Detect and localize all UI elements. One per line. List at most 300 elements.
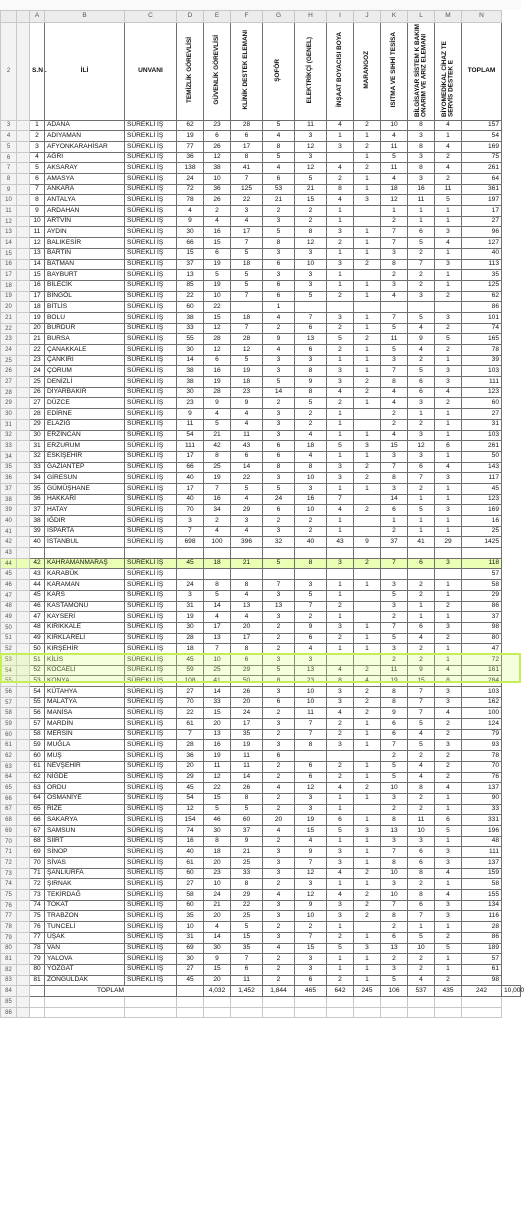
table-cell[interactable]: 13 <box>263 601 295 612</box>
table-cell[interactable]: 4 <box>295 430 327 441</box>
table-cell[interactable]: 2 <box>263 206 295 217</box>
table-cell[interactable]: 2 <box>354 462 381 473</box>
table-cell[interactable]: 24 <box>263 494 295 505</box>
table-cell[interactable] <box>30 1007 45 1018</box>
table-cell[interactable]: 5 <box>295 174 327 185</box>
table-cell[interactable]: 19 <box>177 612 204 623</box>
table-cell[interactable]: 1 <box>354 580 381 591</box>
table-cell[interactable]: 1 <box>30 120 45 131</box>
table-cell[interactable]: 2 <box>295 206 327 217</box>
table-cell[interactable]: 47 <box>462 644 502 655</box>
table-cell[interactable]: 2 <box>263 964 295 975</box>
table-cell[interactable] <box>354 1007 381 1018</box>
table-cell[interactable]: 45 <box>177 654 204 665</box>
table-cell[interactable] <box>354 654 381 665</box>
table-cell[interactable]: 2 <box>435 633 462 644</box>
table-cell[interactable]: 2 <box>435 345 462 356</box>
table-cell[interactable]: SÜREKLİ İŞ <box>125 932 177 943</box>
table-cell[interactable]: 3 <box>263 858 295 869</box>
row-number[interactable]: 10 <box>1 195 17 206</box>
table-cell[interactable]: 2 <box>327 729 354 740</box>
table-cell[interactable]: 7 <box>295 932 327 943</box>
table-cell[interactable]: 1 <box>354 238 381 249</box>
table-cell[interactable]: GİRESUN <box>45 473 125 484</box>
table-cell[interactable]: 18 <box>295 441 327 452</box>
table-cell[interactable]: 19 <box>204 751 231 762</box>
table-cell[interactable]: 3 <box>435 847 462 858</box>
table-cell[interactable]: 6 <box>204 248 231 259</box>
table-cell[interactable]: SÜREKLİ İŞ <box>125 964 177 975</box>
table-cell[interactable]: 2 <box>295 419 327 430</box>
table-cell[interactable]: 5 <box>263 120 295 131</box>
table-cell[interactable]: 30 <box>177 622 204 633</box>
table-cell[interactable]: 63 <box>30 783 45 794</box>
table-cell[interactable]: 2 <box>435 152 462 163</box>
table-cell[interactable]: SÜREKLİ İŞ <box>125 665 177 676</box>
table-cell[interactable]: 38 <box>177 366 204 377</box>
table-cell[interactable] <box>462 1007 502 1018</box>
table-cell[interactable]: 8 <box>408 783 435 794</box>
table-cell[interactable]: 10 <box>295 473 327 484</box>
table-cell[interactable]: 23 <box>30 355 45 366</box>
table-cell[interactable]: 6 <box>408 900 435 911</box>
table-cell[interactable]: 6 <box>295 345 327 356</box>
table-cell[interactable]: 10 <box>381 868 408 879</box>
table-cell[interactable]: SÜREKLİ İŞ <box>125 345 177 356</box>
table-cell[interactable]: 7 <box>231 954 263 965</box>
table-cell[interactable]: 5 <box>263 227 295 238</box>
table-cell[interactable]: 1 <box>327 451 354 462</box>
row-number[interactable]: 3 <box>1 120 17 131</box>
table-cell[interactable]: 2 <box>263 516 295 527</box>
table-cell[interactable] <box>177 986 204 997</box>
row-number[interactable]: 14 <box>1 238 17 249</box>
table-cell[interactable] <box>231 996 263 1007</box>
table-cell[interactable]: SÜREKLİ İŞ <box>125 922 177 933</box>
table-cell[interactable]: 5 <box>231 483 263 494</box>
table-cell[interactable]: 2 <box>263 954 295 965</box>
table-cell[interactable]: 12 <box>295 868 327 879</box>
table-cell[interactable]: 2 <box>408 248 435 259</box>
table-cell[interactable]: 7 <box>204 483 231 494</box>
table-cell[interactable]: 1 <box>354 622 381 633</box>
table-cell[interactable]: 3 <box>381 451 408 462</box>
table-cell[interactable]: 2 <box>381 954 408 965</box>
table-cell[interactable]: KIRŞEHİR <box>45 644 125 655</box>
row-number[interactable]: 2 <box>1 23 17 121</box>
table-cell[interactable]: 2 <box>295 216 327 227</box>
table-cell[interactable]: 3 <box>263 473 295 484</box>
table-cell[interactable]: 2 <box>327 238 354 249</box>
table-cell[interactable] <box>327 654 354 665</box>
table-cell[interactable]: SÜREKLİ İŞ <box>125 323 177 334</box>
table-cell[interactable]: 1 <box>327 793 354 804</box>
table-cell[interactable]: 9 <box>295 900 327 911</box>
table-cell[interactable]: 4 <box>408 729 435 740</box>
table-cell[interactable]: 1 <box>354 291 381 302</box>
table-cell[interactable]: ÇORUM <box>45 366 125 377</box>
table-cell[interactable]: KARAMAN <box>45 580 125 591</box>
table-cell[interactable]: ÇANKIRI <box>45 355 125 366</box>
table-cell[interactable]: 30 <box>177 387 204 398</box>
table-cell[interactable]: 6 <box>30 174 45 185</box>
table-cell[interactable]: ISPARTA <box>45 526 125 537</box>
table-cell[interactable]: KARABÜK <box>45 569 125 580</box>
table-cell[interactable]: 3 <box>263 526 295 537</box>
row-number[interactable]: 56 <box>1 687 17 698</box>
table-cell[interactable]: 5 <box>231 355 263 366</box>
table-cell[interactable]: 2 <box>354 697 381 708</box>
table-cell[interactable]: 1 <box>435 526 462 537</box>
table-cell[interactable]: 3 <box>327 911 354 922</box>
table-cell[interactable]: 2 <box>435 932 462 943</box>
table-cell[interactable]: 9 <box>204 954 231 965</box>
table-cell[interactable] <box>354 494 381 505</box>
table-cell[interactable]: 100 <box>204 537 231 548</box>
table-cell[interactable]: 8 <box>295 462 327 473</box>
table-cell[interactable] <box>30 996 45 1007</box>
table-cell[interactable]: 1 <box>354 772 381 783</box>
table-cell[interactable]: 14 <box>231 772 263 783</box>
table-cell[interactable]: 43 <box>231 441 263 452</box>
table-cell[interactable]: 5 <box>231 280 263 291</box>
table-cell[interactable]: 2 <box>408 483 435 494</box>
table-cell[interactable]: 14 <box>30 259 45 270</box>
table-cell[interactable]: SÜREKLİ İŞ <box>125 687 177 698</box>
table-cell[interactable]: 5 <box>381 761 408 772</box>
table-cell[interactable]: 2 <box>263 772 295 783</box>
table-cell[interactable]: 3 <box>435 259 462 270</box>
table-cell[interactable]: 3 <box>263 900 295 911</box>
table-cell[interactable]: 5 <box>381 590 408 601</box>
table-cell[interactable]: SÜREKLİ İŞ <box>125 911 177 922</box>
table-cell[interactable]: 3 <box>408 152 435 163</box>
row-number[interactable]: 75 <box>1 890 17 901</box>
table-cell[interactable]: ÇANAKKALE <box>45 345 125 356</box>
table-cell[interactable]: 4 <box>204 216 231 227</box>
table-cell[interactable]: 5 <box>263 152 295 163</box>
table-cell[interactable]: 1 <box>327 419 354 430</box>
table-cell[interactable]: 17 <box>30 291 45 302</box>
table-cell[interactable]: 8 <box>231 152 263 163</box>
table-cell[interactable]: SÜREKLİ İŞ <box>125 227 177 238</box>
table-cell[interactable]: 2 <box>354 687 381 698</box>
table-cell[interactable]: 1 <box>327 216 354 227</box>
table-cell[interactable]: 12 <box>408 441 435 452</box>
table-cell[interactable]: 3 <box>327 141 354 152</box>
table-cell[interactable]: 6 <box>381 719 408 730</box>
row-number[interactable]: 51 <box>1 633 17 644</box>
table-cell[interactable]: 8 <box>295 558 327 569</box>
table-cell[interactable] <box>354 302 381 313</box>
table-cell[interactable]: 4 <box>177 206 204 217</box>
table-cell[interactable]: 3 <box>295 131 327 142</box>
total-value[interactable]: 4,032 <box>204 986 231 997</box>
row-number[interactable]: 44 <box>1 558 17 569</box>
table-cell[interactable]: RİZE <box>45 804 125 815</box>
table-cell[interactable]: 4 <box>435 462 462 473</box>
table-cell[interactable]: 96 <box>462 227 502 238</box>
table-cell[interactable]: 37 <box>381 537 408 548</box>
table-cell[interactable]: 10 <box>295 911 327 922</box>
table-cell[interactable]: 12 <box>204 772 231 783</box>
table-cell[interactable]: 60 <box>231 815 263 826</box>
table-cell[interactable] <box>408 302 435 313</box>
table-cell[interactable]: 2 <box>354 163 381 174</box>
table-cell[interactable]: 33 <box>30 462 45 473</box>
table-cell[interactable]: 2 <box>435 398 462 409</box>
table-cell[interactable]: 3 <box>381 280 408 291</box>
table-cell[interactable]: 1 <box>354 633 381 644</box>
table-cell[interactable]: 40 <box>177 494 204 505</box>
table-cell[interactable] <box>295 751 327 762</box>
table-cell[interactable]: 1 <box>263 302 295 313</box>
table-cell[interactable]: 1 <box>354 174 381 185</box>
table-cell[interactable]: 6 <box>295 975 327 986</box>
table-cell[interactable]: 6 <box>408 558 435 569</box>
table-cell[interactable]: 20 <box>263 815 295 826</box>
table-cell[interactable]: 20 <box>204 911 231 922</box>
table-cell[interactable]: 116 <box>462 911 502 922</box>
table-cell[interactable]: 19 <box>30 312 45 323</box>
table-cell[interactable]: 3 <box>408 131 435 142</box>
table-cell[interactable]: DÜZCE <box>45 398 125 409</box>
table-cell[interactable]: 2 <box>263 729 295 740</box>
table-cell[interactable]: 2 <box>354 900 381 911</box>
table-cell[interactable]: 1 <box>354 280 381 291</box>
table-cell[interactable]: 6 <box>408 847 435 858</box>
table-cell[interactable]: 81 <box>30 975 45 986</box>
table-cell[interactable]: 46 <box>30 601 45 612</box>
table-cell[interactable]: 17 <box>204 622 231 633</box>
table-cell[interactable]: 12 <box>30 238 45 249</box>
table-cell[interactable]: 15 <box>177 248 204 259</box>
table-cell[interactable] <box>204 548 231 559</box>
table-cell[interactable]: 31 <box>177 932 204 943</box>
table-cell[interactable]: 79 <box>462 729 502 740</box>
table-cell[interactable]: 76 <box>30 922 45 933</box>
table-cell[interactable]: 69 <box>177 943 204 954</box>
table-cell[interactable]: 4 <box>435 238 462 249</box>
table-cell[interactable]: 1425 <box>462 537 502 548</box>
table-cell[interactable]: 361 <box>462 184 502 195</box>
table-cell[interactable]: 9 <box>295 377 327 388</box>
table-cell[interactable]: SÜREKLİ İŞ <box>125 195 177 206</box>
table-cell[interactable]: 59 <box>177 665 204 676</box>
table-cell[interactable]: 27 <box>177 879 204 890</box>
table-cell[interactable]: AĞRI <box>45 152 125 163</box>
row-number[interactable]: 64 <box>1 772 17 783</box>
table-cell[interactable]: 5 <box>231 270 263 281</box>
row-number[interactable]: 81 <box>1 954 17 965</box>
table-cell[interactable]: BİNGÖL <box>45 291 125 302</box>
table-cell[interactable]: 7 <box>231 323 263 334</box>
table-cell[interactable]: 36 <box>177 152 204 163</box>
table-cell[interactable]: 2 <box>263 398 295 409</box>
table-cell[interactable]: 11 <box>435 184 462 195</box>
table-cell[interactable]: SÜREKLİ İŞ <box>125 409 177 420</box>
table-cell[interactable]: 15 <box>204 793 231 804</box>
table-cell[interactable]: 30 <box>30 430 45 441</box>
table-cell[interactable]: 3 <box>263 248 295 259</box>
table-cell[interactable]: 11 <box>381 141 408 152</box>
table-cell[interactable] <box>354 206 381 217</box>
row-number[interactable]: 19 <box>1 291 17 302</box>
table-cell[interactable]: 28 <box>204 334 231 345</box>
table-cell[interactable] <box>231 548 263 559</box>
table-cell[interactable]: 3 <box>263 366 295 377</box>
table-cell[interactable]: 6 <box>408 377 435 388</box>
column-header[interactable]: D <box>177 11 204 23</box>
table-cell[interactable]: 4 <box>435 163 462 174</box>
table-cell[interactable]: 1 <box>435 280 462 291</box>
table-cell[interactable]: OSMANİYE <box>45 793 125 804</box>
table-cell[interactable]: 11 <box>231 761 263 772</box>
table-cell[interactable]: 47 <box>30 612 45 623</box>
table-cell[interactable]: 5 <box>204 270 231 281</box>
table-cell[interactable]: 6 <box>204 131 231 142</box>
table-cell[interactable]: 77 <box>177 141 204 152</box>
table-cell[interactable] <box>381 996 408 1007</box>
table-cell[interactable]: SÜREKLİ İŞ <box>125 270 177 281</box>
table-cell[interactable]: 5 <box>295 590 327 601</box>
table-cell[interactable]: 2 <box>295 526 327 537</box>
table-cell[interactable]: 8 <box>408 868 435 879</box>
row-number[interactable]: 42 <box>1 537 17 548</box>
table-cell[interactable]: 10 <box>408 825 435 836</box>
table-cell[interactable]: 29 <box>231 665 263 676</box>
table-cell[interactable]: 12 <box>204 152 231 163</box>
corner-cell[interactable] <box>1 11 17 23</box>
table-cell[interactable]: 5 <box>381 323 408 334</box>
table-cell[interactable]: 19 <box>204 377 231 388</box>
table-cell[interactable]: 5 <box>381 633 408 644</box>
table-cell[interactable]: 1 <box>408 612 435 623</box>
table-cell[interactable] <box>354 996 381 1007</box>
row-number[interactable]: 67 <box>1 804 17 815</box>
table-cell[interactable]: 117 <box>462 473 502 484</box>
table-cell[interactable]: 4 <box>204 526 231 537</box>
row-number[interactable]: 80 <box>1 943 17 954</box>
table-cell[interactable]: 3 <box>435 697 462 708</box>
table-cell[interactable]: 4 <box>435 868 462 879</box>
table-cell[interactable]: 103 <box>462 687 502 698</box>
table-cell[interactable]: SÜREKLİ İŞ <box>125 526 177 537</box>
table-cell[interactable]: 9 <box>408 665 435 676</box>
table-cell[interactable]: BALIKESİR <box>45 238 125 249</box>
table-cell[interactable]: 17 <box>231 141 263 152</box>
table-cell[interactable]: 1 <box>435 409 462 420</box>
row-number[interactable]: 20 <box>1 302 17 313</box>
table-cell[interactable]: 42 <box>204 441 231 452</box>
table-cell[interactable]: 3 <box>408 174 435 185</box>
table-cell[interactable]: 1 <box>435 270 462 281</box>
table-cell[interactable]: 2 <box>204 516 231 527</box>
table-cell[interactable]: ŞIRNAK <box>45 879 125 890</box>
table-cell[interactable]: 3 <box>177 516 204 527</box>
table-cell[interactable]: 2 <box>263 836 295 847</box>
table-cell[interactable]: 10 <box>295 697 327 708</box>
table-cell[interactable]: 3 <box>435 505 462 516</box>
table-cell[interactable]: 31 <box>462 419 502 430</box>
table-cell[interactable]: KAYSERİ <box>45 612 125 623</box>
table-cell[interactable]: 10 <box>408 943 435 954</box>
table-cell[interactable]: 17 <box>462 206 502 217</box>
table-cell[interactable]: 123 <box>462 494 502 505</box>
table-cell[interactable]: 2 <box>263 622 295 633</box>
table-cell[interactable]: 30 <box>204 825 231 836</box>
row-number[interactable]: 79 <box>1 932 17 943</box>
table-cell[interactable]: 20 <box>204 975 231 986</box>
table-cell[interactable]: 17 <box>231 227 263 238</box>
table-cell[interactable]: 161 <box>462 665 502 676</box>
table-cell[interactable]: 5 <box>263 377 295 388</box>
table-cell[interactable]: 7 <box>30 184 45 195</box>
table-cell[interactable]: 5 <box>381 152 408 163</box>
total-value[interactable]: 10,000 <box>502 986 521 997</box>
table-cell[interactable]: SÜREKLİ İŞ <box>125 473 177 484</box>
table-cell[interactable]: 1 <box>354 932 381 943</box>
table-cell[interactable]: 6 <box>408 227 435 238</box>
table-cell[interactable]: 54 <box>177 793 204 804</box>
table-cell[interactable] <box>45 996 125 1007</box>
table-cell[interactable]: 9 <box>354 537 381 548</box>
table-cell[interactable]: 11 <box>408 815 435 826</box>
row-number[interactable]: 33 <box>1 441 17 452</box>
table-cell[interactable]: SÜREKLİ İŞ <box>125 590 177 601</box>
table-cell[interactable]: 61 <box>462 964 502 975</box>
table-cell[interactable]: ANKARA <box>45 184 125 195</box>
table-cell[interactable]: 16 <box>462 516 502 527</box>
table-cell[interactable]: 60 <box>462 398 502 409</box>
table-cell[interactable]: 1 <box>354 248 381 259</box>
table-cell[interactable]: 1 <box>327 355 354 366</box>
table-cell[interactable]: 3 <box>327 227 354 238</box>
table-cell[interactable]: 45 <box>30 590 45 601</box>
table-cell[interactable]: 5 <box>408 932 435 943</box>
table-cell[interactable]: 3 <box>263 654 295 665</box>
row-number[interactable]: 72 <box>1 858 17 869</box>
table-cell[interactable]: 32 <box>30 451 45 462</box>
table-cell[interactable]: 134 <box>462 900 502 911</box>
table-cell[interactable]: 2 <box>408 270 435 281</box>
table-cell[interactable]: BATMAN <box>45 259 125 270</box>
table-cell[interactable]: 11 <box>231 751 263 762</box>
table-cell[interactable]: 4 <box>327 665 354 676</box>
table-cell[interactable]: 4 <box>327 708 354 719</box>
table-cell[interactable]: 1 <box>354 366 381 377</box>
table-cell[interactable]: 22 <box>204 783 231 794</box>
table-cell[interactable]: 5 <box>231 922 263 933</box>
table-cell[interactable]: 4 <box>408 772 435 783</box>
row-number[interactable]: 78 <box>1 922 17 933</box>
table-cell[interactable]: 8 <box>381 697 408 708</box>
table-cell[interactable]: 15 <box>30 270 45 281</box>
table-cell[interactable]: 46 <box>204 815 231 826</box>
table-cell[interactable]: 21 <box>30 334 45 345</box>
table-cell[interactable]: 4 <box>231 526 263 537</box>
table-cell[interactable]: 44 <box>30 580 45 591</box>
table-cell[interactable]: 2 <box>327 761 354 772</box>
table-cell[interactable]: 28 <box>231 334 263 345</box>
table-cell[interactable]: SÜREKLİ İŞ <box>125 740 177 751</box>
row-number[interactable]: 7 <box>1 163 17 174</box>
row-number[interactable]: 12 <box>1 216 17 227</box>
table-cell[interactable]: 1 <box>354 815 381 826</box>
table-cell[interactable]: 15 <box>295 825 327 836</box>
table-cell[interactable]: 7 <box>295 858 327 869</box>
table-cell[interactable]: 3 <box>435 312 462 323</box>
